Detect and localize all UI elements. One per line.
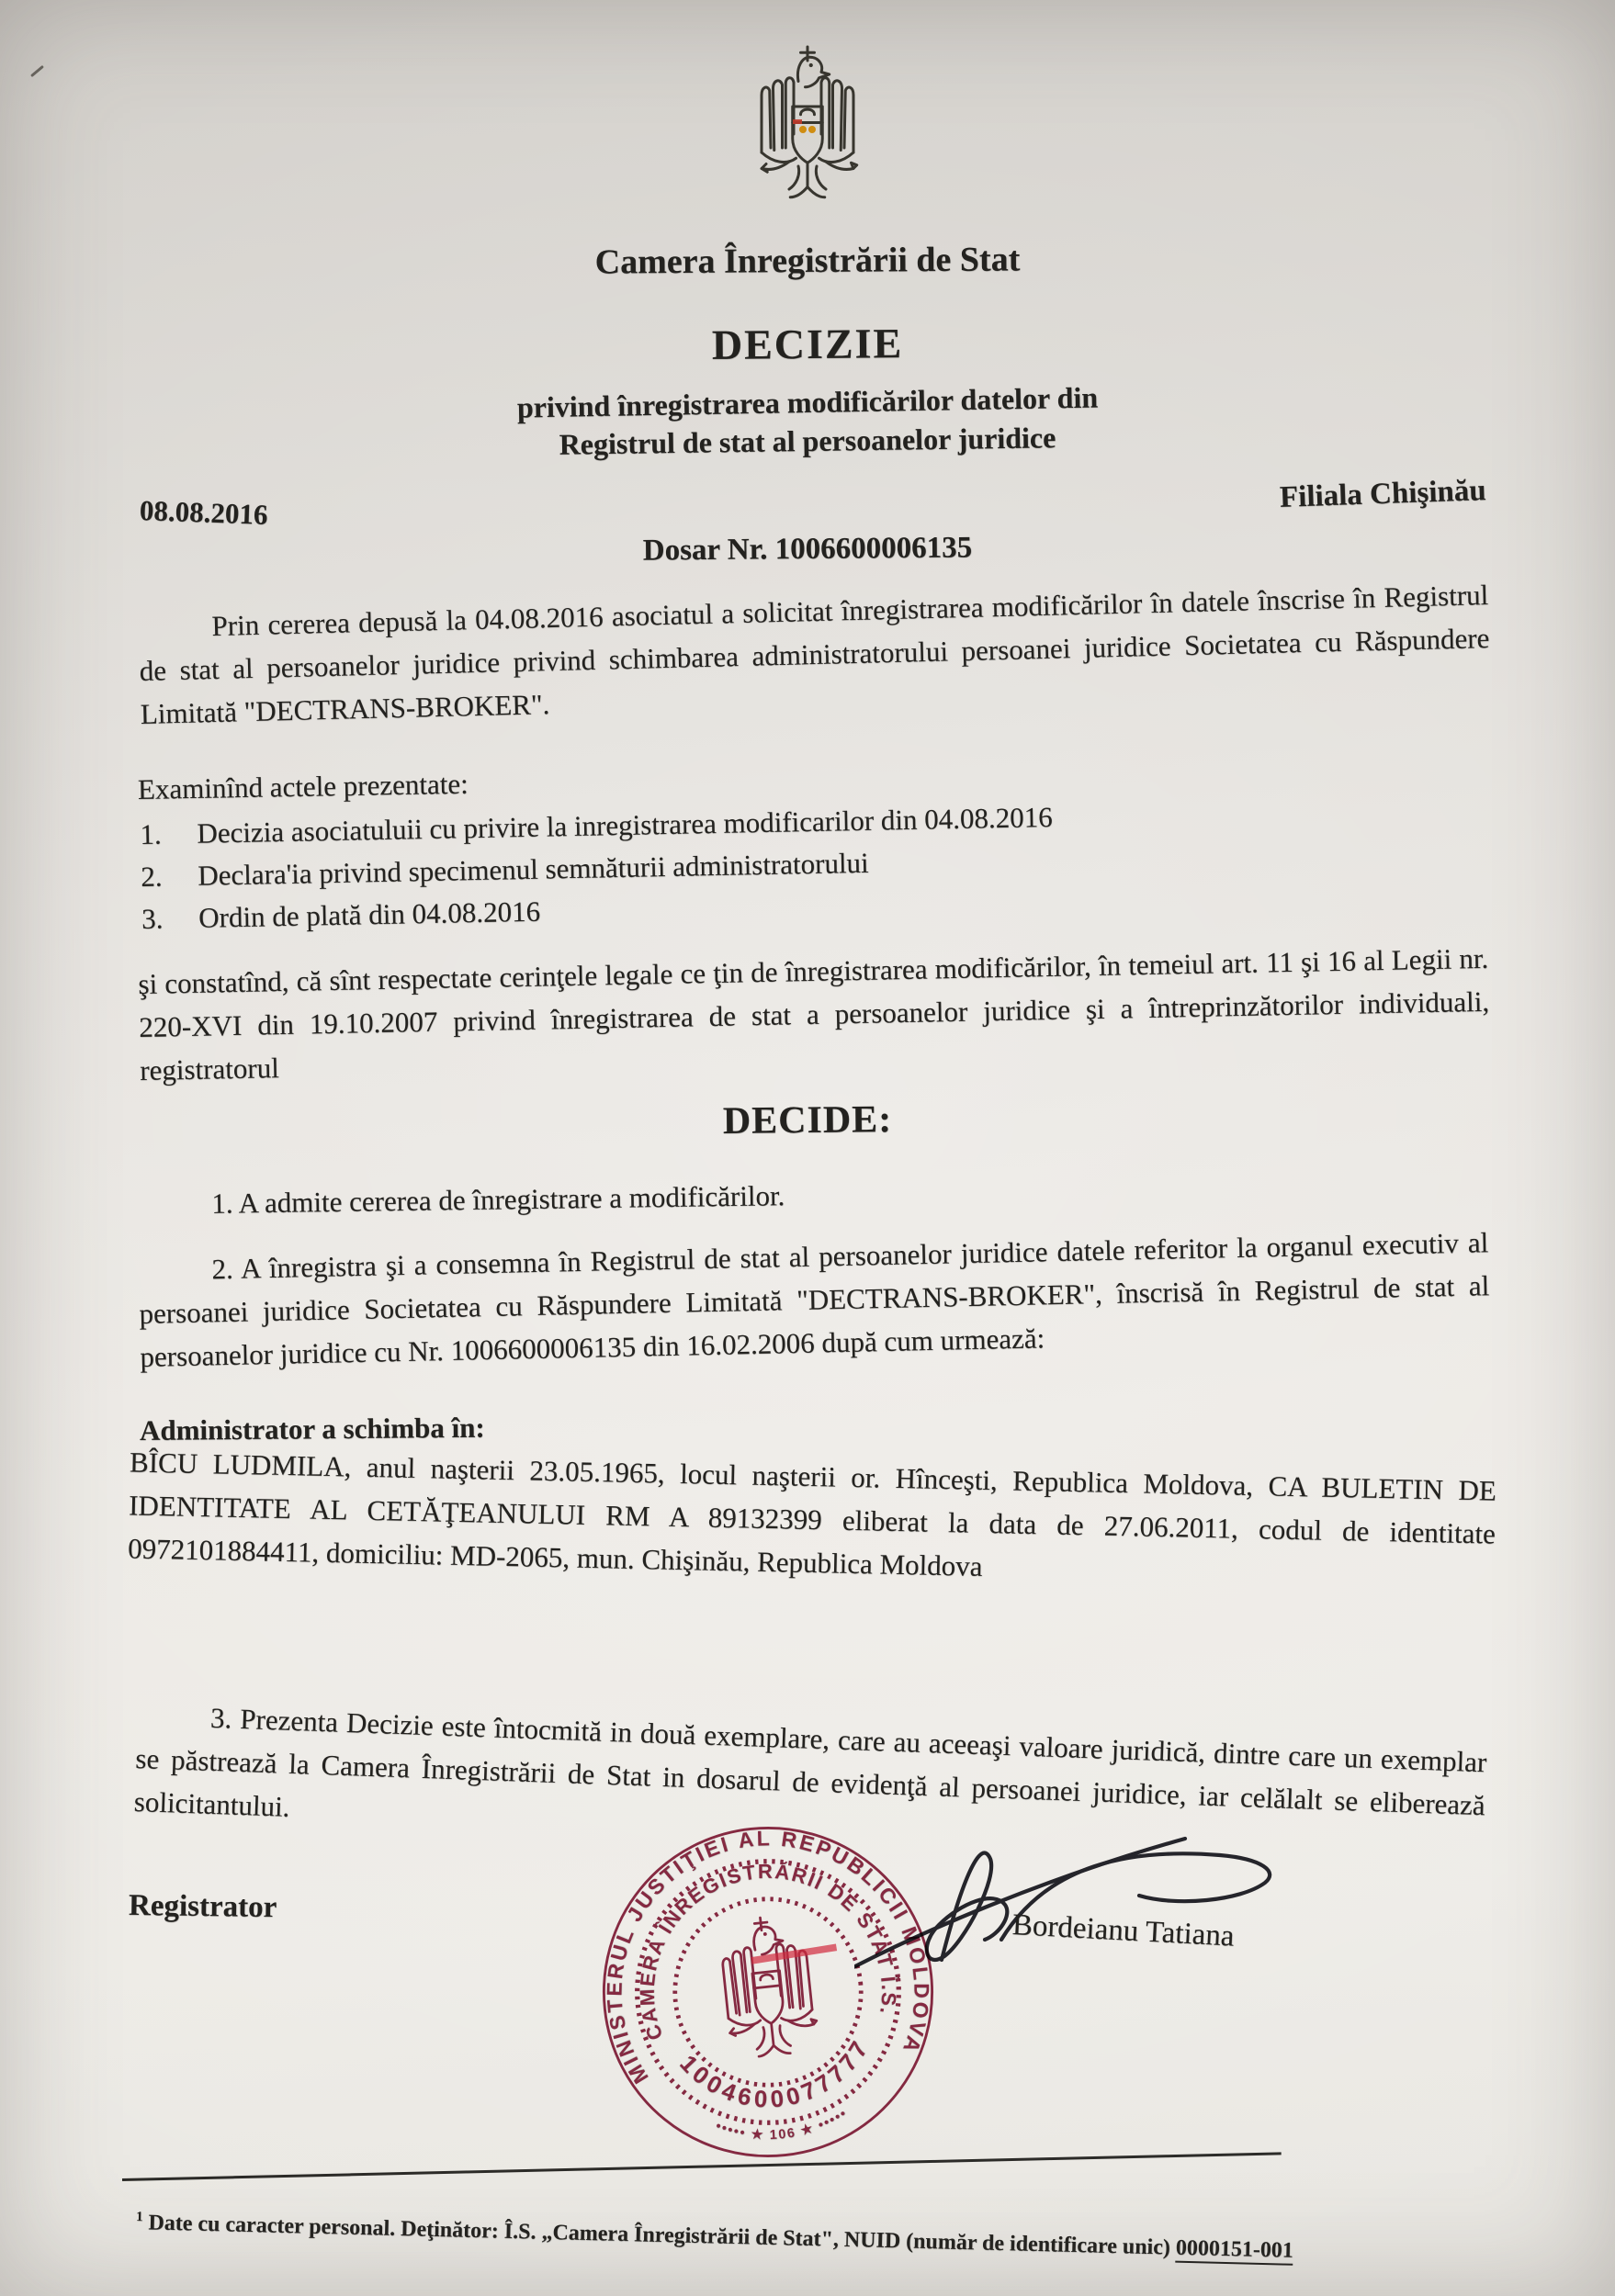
stamp-bottom-code-text: ••••• ★ 106 ★ ••••• (713, 2105, 851, 2144)
decision-date: 08.08.2016 (139, 494, 269, 531)
examined-heading: Examinînd actele prezentate: (137, 767, 469, 805)
footnote-text: Î.S. „Camera Înregistrării de Stat", NUID (număr de identificare unic) (498, 2219, 1177, 2260)
item-number: 2. (140, 860, 163, 893)
dossier-number: Dosar Nr. 1006600006135 (642, 531, 973, 568)
moldova-coat-of-arms-icon (734, 42, 881, 219)
decide-heading: DECIDE: (722, 1098, 893, 1142)
branch-office: Filiala Chişinău (1279, 474, 1487, 514)
footnote-marker: 1 (135, 2210, 143, 2225)
footnote-holder-label: Deţinător: (400, 2217, 500, 2244)
stamp-inner-ring-text: CAMERA ÎNREGISTRĂRII DE STAT Î.S. (635, 1859, 901, 2043)
item-number: 3. (141, 902, 164, 935)
administrator-heading: Administrator a schimba în: (139, 1411, 485, 1446)
registrar-label: Registrator (128, 1888, 277, 1925)
item-text: Ordin de plată din 04.08.2016 (198, 895, 541, 934)
svg-text:1004600077777 (673, 2032, 881, 2122)
stamp-idno-text: 1004600077777 (674, 2033, 875, 2113)
doc-subtitle-line1: privind înregistrarea modificărilor datelor din (516, 380, 1099, 424)
registrar-signature (854, 1820, 1304, 1986)
item-text: Decizia asociatuluii cu privire la inregistrarea modificarilor din 04.08.2016 (197, 800, 1053, 850)
legal-basis-paragraph: şi constatînd, că sînt respectate cerinţele legale ce ţin de înregistrarea modificărilor, în temeiul art. 11 şi 16 al Legii nr. 220-XVI din 19.10.2007 privind înregistrarea de stat a persoanelor juridice şi a întreprinzătorilor individuali, registratorul (138, 941, 1490, 1086)
stamp-outer-ring-text: MINISTERUL JUSTIŢIEI AL REPUBLICII MOLDOVA (602, 1826, 934, 2088)
footnote (136, 2210, 1496, 2268)
decision-point-1: 1. A admite cererea de înregistrare a modificărilor. (211, 1179, 785, 1220)
item-text: Declara'ia privind specimenul semnăturii administratorului (197, 846, 869, 892)
footnote-text: Date cu caracter personal. (148, 2211, 401, 2242)
decision-point-2: 2. A înregistra şi a consemna în Registrul de stat al persoanelor juridice datele referitor la organul executiv al persoanei juridice Societatea cu Răspundere Limitată "DECTRANS-BROKER", înscrisă în Registrul de stat al persoanelor juridice cu Nr. 1006600006135 din 16.02.2006 după cum urmează: (139, 1226, 1490, 1373)
administrator-details: BÎCU LUDMILA, anul naşterii 23.05.1965, locul naşterii or. Hînceşti, Republica Moldova, CA BULETIN DE IDENTITATE AL CETĂŢEANULUI RM A 89132399 eliberat la data de 27.06.2011, codul de identitate 0972101884411, domiciliu: MD-2065, mun. Chişinău, Republica Moldova (127, 1446, 1497, 1582)
decision-point-3: 3. Prezenta Decizie este întocmită in două exemplare, care au aceeaşi valoare juridică, dintre care un exemplar se păstrează la Camera Înregistrării de Stat in dosarul de evidenţă al persoanei juridice, iar celălalt se eliberează solicitantului. (133, 1701, 1487, 1823)
org-name: Camera Înregistrării de Stat (594, 240, 1021, 282)
doc-title: DECIZIE (711, 320, 904, 368)
examined-list (140, 788, 1483, 940)
item-number: 1. (140, 817, 163, 850)
footnote-nuid: 0000151-001 (1176, 2236, 1294, 2266)
stray-pen-mark (30, 65, 44, 77)
stamp-eagle-emblem (718, 1913, 819, 2059)
intro-paragraph: Prin cererea depusă la 04.08.2016 asociatul a solicitat înregistrarea modificărilor în datele înscrise în Registrul de stat al persoanelor juridice privind schimbarea administratorului persoanei juridice Societatea cu Răspundere Limitată "DECTRANS-BROKER". (139, 579, 1490, 730)
doc-subtitle-line2: Registrul de stat al persoanelor juridice (559, 421, 1056, 461)
registrar-name: Bordeianu Tatiana (1011, 1908, 1236, 1953)
